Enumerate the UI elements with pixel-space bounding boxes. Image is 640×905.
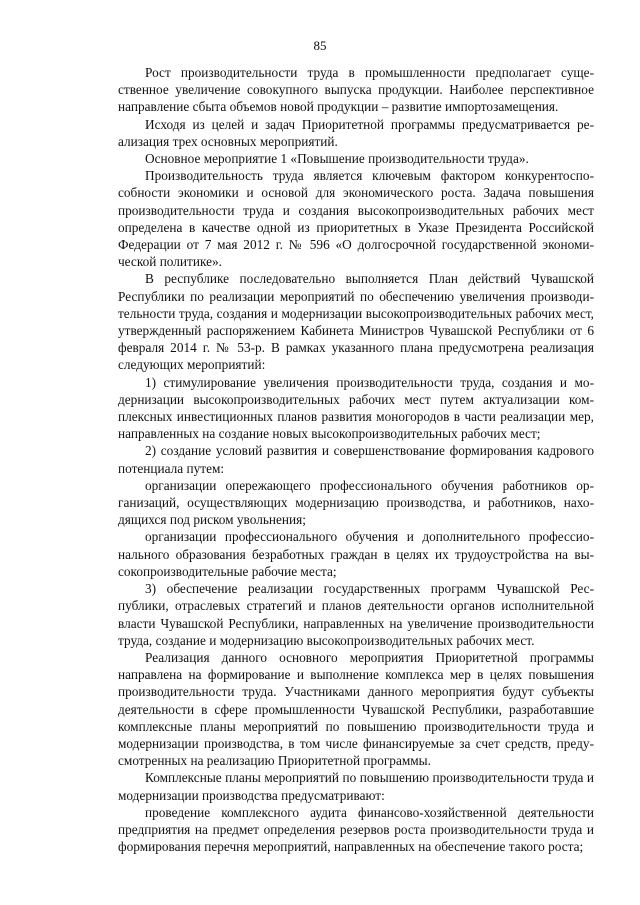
- paragraph: Исходя из целей и задач Приоритетной программы предусматривается реализация трех основных мероприятий.: [118, 116, 594, 149]
- document-body: [118, 64, 594, 855]
- paragraph: Реализация данного основного мероприятия Приоритетной программы направлена на формирование и выполнение комплекса мер в целях повышения производительности труда. Участниками данного мероприятия будут субъекты деятельности в сфере промышленности Чувашской Республики, разработавшие комплексные планы мероприятий по повышению производительности труда и модернизации производства, в том числе финансируемые за счет средств, предусмотренных на реализацию Приоритетной программы.: [118, 649, 594, 769]
- list-item: 3) обеспечение реализации государственных программ Чувашской Республики, отраслевых стратегий и планов деятельности органов исполнительной власти Чувашской Республики, направленных на увеличение производительности труда, создание и модернизацию высокопроизводительных рабочих мест.: [118, 581, 594, 648]
- page-number: 85: [313, 38, 327, 53]
- list-sub-item: организации профессионального обучения и дополнительного профессионального образования безработных граждан в целях их трудоустройства на высокопроизводительные рабочие места;: [118, 529, 594, 579]
- paragraph: Комплексные планы мероприятий по повышению производительности труда и модернизации производства предусматривают:: [118, 770, 594, 803]
- paragraph: проведение комплексного аудита финансово-хозяйственной деятельности предприятия на предмет определения резервов роста производительности труда и формирования перечня мероприятий, направленных на обеспечение такого роста;: [118, 804, 594, 855]
- paragraph: В республике последовательно выполняется План действий Чувашской Республики по реализации мероприятий по обеспечению увеличения производительности труда, создания и модернизации высокопроизводительных рабочих мест, утвержденный распоряжением Кабинета Министров Чувашской Республики от 6 февраля 2014 г. № 53-р. В рамках указанного плана предусмотрена реализация следующих мероприятий:: [118, 271, 594, 373]
- paragraph: Основное мероприятие 1 «Повышение производительности труда».: [145, 151, 529, 167]
- list-sub-item: организации опережающего профессионального обучения работников организаций, осуществляющих модернизацию производства, и работников, находящихся под риском увольнения;: [118, 477, 594, 528]
- list-item: 2) создание условий развития и совершенствование формирования кадрового потенциала путем:: [118, 443, 594, 476]
- list-item: 1) стимулирование увеличения производительности труда, создания и модернизации высокопроизводительных рабочих мест путем актуализации комплексных инвестиционных планов развития моногородов в части реализации мер, направленных на создание новых высокопроизводительных рабочих мест;: [118, 374, 594, 442]
- paragraph: Производительность труда является ключевым фактором конкурентоспособности экономики и основой для экономического роста. Задача повышения производительности труда и создания высокопроизводительных рабочих мест определена в качестве одной из приоритетных в Указе Президента Российской Федерации от 7 мая 2012 г. № 596 «О долгосрочной государственной экономической политике».: [118, 168, 594, 270]
- paragraph: Рост производительности труда в промышленности предполагает существенное увеличение совокупного выпуска продукции. Наиболее перспективное направление сбыта объемов новой продукции – развитие импортозамещения.: [118, 65, 594, 115]
